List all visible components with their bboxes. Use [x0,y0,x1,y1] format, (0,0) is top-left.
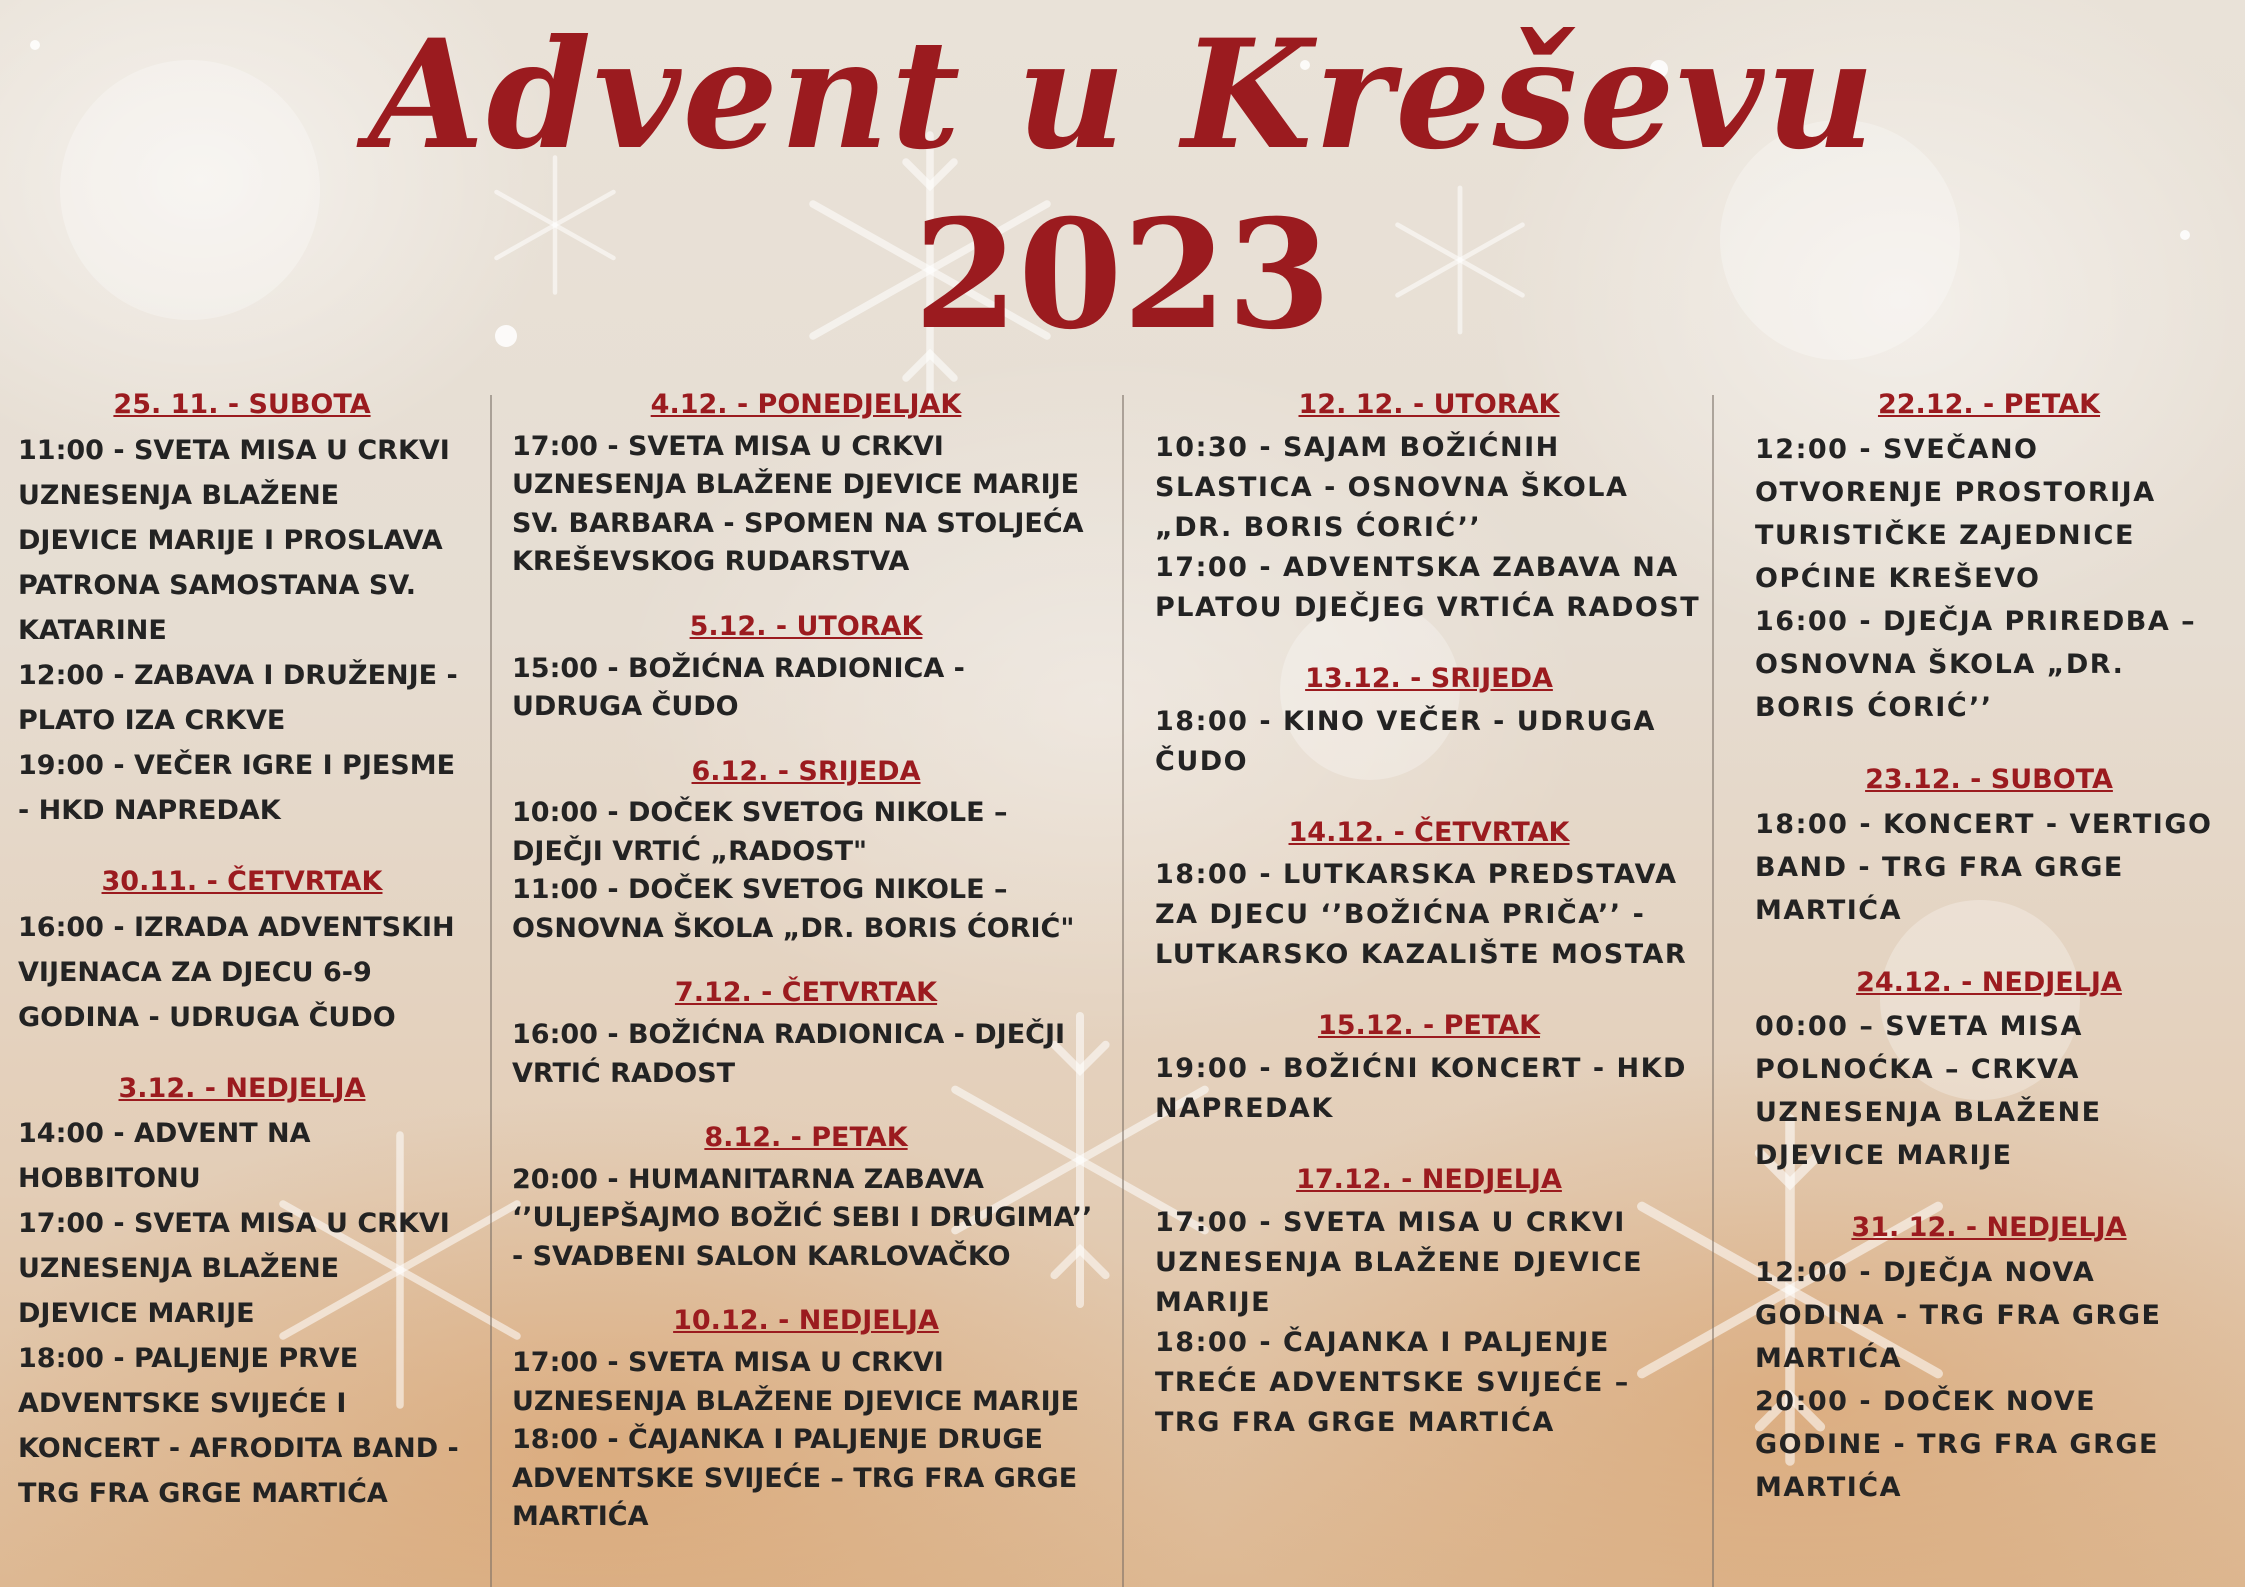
day-heading: 23.12. - SUBOTA [1865,763,2113,795]
day-block [1155,1009,1703,1129]
day-heading: 8.12. - PETAK [704,1122,908,1153]
schedule-column-3 [1155,388,1715,1587]
event-item: 18:00 - KINO VEČER - UDRUGA ČUDO [1155,705,1656,777]
column-divider [1122,395,1124,1587]
event-item: 16:00 - IZRADA ADVENTSKIH VIJENACA ZA DJECU 6-9 GODINA - UDRUGA ČUDO [18,911,455,1033]
day-heading: 4.12. - PONEDJELJAK [650,389,962,420]
event-item: 17:00 - SVETA MISA U CRKVI UZNESENJA BLAŽENE DJEVICE MARIJE [512,1347,1080,1417]
column-divider [490,395,492,1587]
event-item: 18:00 - PALJENJE PRVE ADVENTSKE SVIJEĆE I KONCERT - AFRODITA BAND - TRG FRA GRGE MARTIĆA [18,1343,459,1510]
schedule-column-1 [18,388,478,1587]
day-heading: 7.12. - ČETVRTAK [674,977,938,1009]
event-item: 14:00 - ADVENT NA HOBBITONU [18,1118,311,1195]
day-heading: 24.12. - NEDJELJA [1856,966,2122,998]
day-block [1155,662,1703,782]
schedule-column-4 [1755,388,2235,1587]
page-title: Advent u Kreševu [368,7,1877,183]
event-item: 17:00 - SVETA MISA U CRKVI UZNESENJA BLAŽENE DJEVICE MARIJE [1155,1206,1644,1318]
day-block [512,610,1100,727]
event-item: 12:00 - DJEČJA NOVA GODINA - TRG FRA GRGE MARTIĆA [1755,1257,2162,1374]
day-block [1155,1163,1703,1443]
day-block [512,1304,1100,1536]
day-block [1755,763,2223,932]
day-block [18,388,466,833]
day-block [1755,1211,2223,1509]
day-block [18,1072,466,1517]
schedule-column-2 [512,388,1112,1587]
event-item: 16:00 - DJEČJA PRIREDBA – OSNOVNA ŠKOLA „DR. BORIS ĆORIĆ’’ [1755,605,2197,723]
event-item: 20:00 - DOČEK NOVE GODINE - TRG FRA GRGE MARTIĆA [1755,1386,2159,1503]
day-block [1155,816,1703,976]
day-block [512,976,1100,1093]
event-item: 10:00 - DOČEK SVETOG NIKOLE – DJEČJI VRTIĆ „RADOST" [512,797,1008,867]
event-item: 16:00 - BOŽIĆNA RADIONICA - DJEČJI VRTIĆ RADOST [512,1019,1066,1089]
day-block [1755,966,2223,1178]
event-item: 18:00 - ČAJANKA I PALJENJE TREĆE ADVENTSKE SVIJEĆE – TRG FRA GRGE MARTIĆA [1155,1326,1630,1438]
day-block [512,388,1100,582]
day-heading: 12. 12. - UTORAK [1298,389,1560,420]
day-heading: 5.12. - UTORAK [689,610,923,642]
event-item: 20:00 - HUMANITARNA ZABAVA ‘’ULJEPŠAJMO BOŽIĆ SEBI I DRUGIMA’’ - SVADBENI SALON KARLOVAČKO [512,1163,1093,1272]
event-item: 17:00 - SVETA MISA U CRKVI UZNESENJA BLAŽENE DJEVICE MARIJE [512,430,1080,501]
event-item: 12:00 - SVEČANO OTVORENJE PROSTORIJA TURISTIČKE ZAJEDNICE OPĆINE KREŠEVO [1755,433,2156,594]
day-heading: 17.12. - NEDJELJA [1296,1164,1562,1195]
day-block [18,865,466,1040]
event-item: 12:00 - ZABAVA I DRUŽENJE - PLATO IZA CRKVE [18,659,458,736]
event-item: 17:00 - SVETA MISA U CRKVI UZNESENJA BLAŽENE DJEVICE MARIJE [18,1208,450,1330]
day-block [512,755,1100,949]
day-heading: 25. 11. - SUBOTA [113,389,371,420]
day-heading: 14.12. - ČETVRTAK [1288,816,1570,848]
day-heading: 30.11. - ČETVRTAK [101,865,383,897]
page-year: 2023 [913,187,1332,363]
day-heading: 10.12. - NEDJELJA [673,1305,939,1337]
event-item: 18:00 - KONCERT - VERTIGO BAND - TRG FRA GRGE MARTIĆA [1755,808,2213,926]
event-item: 18:00 - LUTKARSKA PREDSTAVA ZA DJECU ‘’BOŽIĆNA PRIČA’’ - LUTKARSKO KAZALIŠTE MOSTAR [1155,859,1688,971]
day-heading: 31. 12. - NEDJELJA [1851,1212,2127,1244]
event-item: 11:00 - DOČEK SVETOG NIKOLE – OSNOVNA ŠKOLA „DR. BORIS ĆORIĆ" [512,874,1075,944]
event-item: 11:00 - SVETA MISA U CRKVI UZNESENJA BLAŽENE DJEVICE MARIJE I PROSLAVA PATRONA SAMOSTANA SV. KATARINE [18,434,450,646]
event-item: 19:00 - BOŽIĆNI KONCERT - HKD NAPREDAK [1155,1053,1687,1124]
day-heading: 13.12. - SRIJEDA [1305,662,1553,694]
event-item: 19:00 - VEČER IGRE I PJESME - HKD NAPREDAK [18,749,456,826]
day-heading: 3.12. - NEDJELJA [118,1072,366,1104]
event-item: 15:00 - BOŽIĆNA RADIONICA - UDRUGA ČUDO [512,652,965,722]
day-block [1155,388,1703,628]
event-item: 18:00 - ČAJANKA I PALJENJE DRUGE ADVENTSKE SVIJEĆE – TRG FRA GRGE MARTIĆA [512,1424,1078,1532]
day-block [512,1121,1100,1276]
day-block [1755,388,2223,729]
event-item: SV. BARBARA - SPOMEN NA STOLJEĆA KREŠEVSKOG RUDARSTVA [512,507,1084,578]
event-item: 17:00 - ADVENTSKA ZABAVA NA PLATOU DJEČJEG VRTIĆA RADOST [1155,551,1701,623]
day-heading: 15.12. - PETAK [1317,1010,1541,1042]
event-item: 00:00 – SVETA MISA POLNOĆKA – CRKVA UZNESENJA BLAŽENE DJEVICE MARIJE [1755,1011,2102,1172]
day-heading: 6.12. - SRIJEDA [691,755,921,787]
event-item: 10:30 - SAJAM BOŽIĆNIH SLASTICA - OSNOVNA ŠKOLA „DR. BORIS ĆORIĆ’’ [1155,431,1629,543]
day-heading: 22.12. - PETAK [1877,389,2101,420]
